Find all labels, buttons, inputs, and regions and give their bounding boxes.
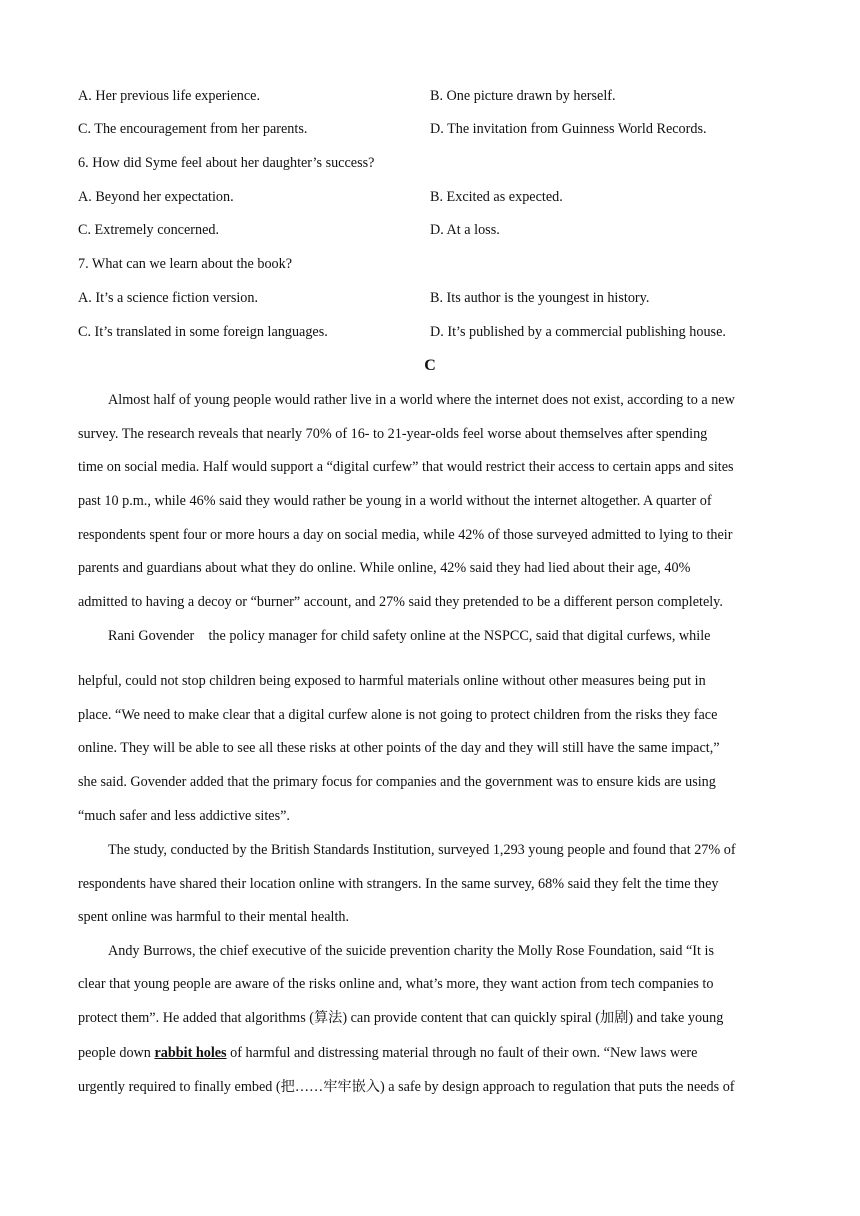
passage-line: admitted to having a decoy or “burner” account, and 27% said they pretended to be a different person completely. [78, 594, 723, 610]
passage-line: spent online was harmful to their mental health. [78, 909, 350, 925]
q7-option-d: D. It’s published by a commercial publishing house. [430, 324, 726, 340]
passage-line: clear that young people are aware of the risks online and, what’s more, they want action from tech companies to [78, 976, 714, 992]
passage-line: respondents have shared their location online with strangers. In the same survey, 68% said they felt the time they [78, 876, 719, 892]
section-heading: C [424, 357, 436, 374]
q7-option-b: B. Its author is the youngest in history. [430, 290, 650, 306]
passage-line: The study, conducted by the British Standards Institution, surveyed 1,293 young people and found that 27% of [108, 842, 736, 858]
passage-line: she said. Govender added that the primary focus for companies and the government was to ensure kids are using [78, 774, 716, 790]
passage-line: Almost half of young people would rather live in a world where the internet does not exist, according to a new [108, 392, 735, 408]
q6-option-c: C. Extremely concerned. [78, 222, 220, 238]
q5-option-b: B. One picture drawn by herself. [430, 88, 616, 104]
passage-line: place. “We need to make clear that a digital curfew alone is not going to protect children from the risks they face [78, 707, 718, 723]
q6-question: 6. How did Syme feel about her daughter’s success? [78, 155, 375, 171]
underlined-phrase: rabbit holes [154, 1045, 227, 1061]
passage-line: Rani Govender the policy manager for child safety online at the NSPCC, said that digital curfews, while [108, 628, 711, 644]
q5-option-a: A. Her previous life experience. [78, 88, 260, 104]
passage-line: urgently required to finally embed (把……牢牢嵌入) a safe by design approach to regulation that puts the needs of [78, 1079, 735, 1095]
q7-question: 7. What can we learn about the book? [78, 256, 293, 272]
passage-line: Andy Burrows, the chief executive of the suicide prevention charity the Molly Rose Foundation, said “It is [108, 943, 714, 959]
q5-option-d: D. The invitation from Guinness World Records. [430, 121, 707, 137]
q6-option-a: A. Beyond her expectation. [78, 189, 234, 205]
passage-line: “much safer and less addictive sites”. [78, 808, 290, 824]
passage-line [78, 1043, 697, 1063]
passage-line: past 10 p.m., while 46% said they would rather be young in a world without the internet altogether. A quarter of [78, 493, 712, 509]
passage-line: helpful, could not stop children being exposed to harmful materials online without other measures being put in [78, 673, 706, 689]
passage-text: of harmful and distressing material through no fault of their own. “New laws were [226, 1045, 698, 1061]
passage-line: survey. The research reveals that nearly 70% of 16- to 21-year-olds feel worse about themselves after spending [78, 426, 708, 442]
passage-line: respondents spent four or more hours a day on social media, while 42% of those surveyed admitted to lying to their [78, 527, 733, 543]
q7-option-c: C. It’s translated in some foreign languages. [78, 324, 328, 340]
passage-text: people down [78, 1045, 155, 1061]
passage-line: parents and guardians about what they do online. While online, 42% said they had lied about their age, 40% [78, 560, 691, 576]
q6-option-d: D. At a loss. [430, 222, 500, 238]
passage-line: online. They will be able to see all these risks at other points of the day and they will still have the same impact,” [78, 740, 720, 756]
q5-option-c: C. The encouragement from her parents. [78, 121, 308, 137]
q7-option-a: A. It’s a science fiction version. [78, 290, 259, 306]
passage-line: protect them”. He added that algorithms (算法) can provide content that can quickly spiral (加剧) and take young [78, 1010, 724, 1026]
q6-option-b: B. Excited as expected. [430, 189, 563, 205]
passage-line: time on social media. Half would support a “digital curfew” that would restrict their access to certain apps and sites [78, 459, 734, 475]
